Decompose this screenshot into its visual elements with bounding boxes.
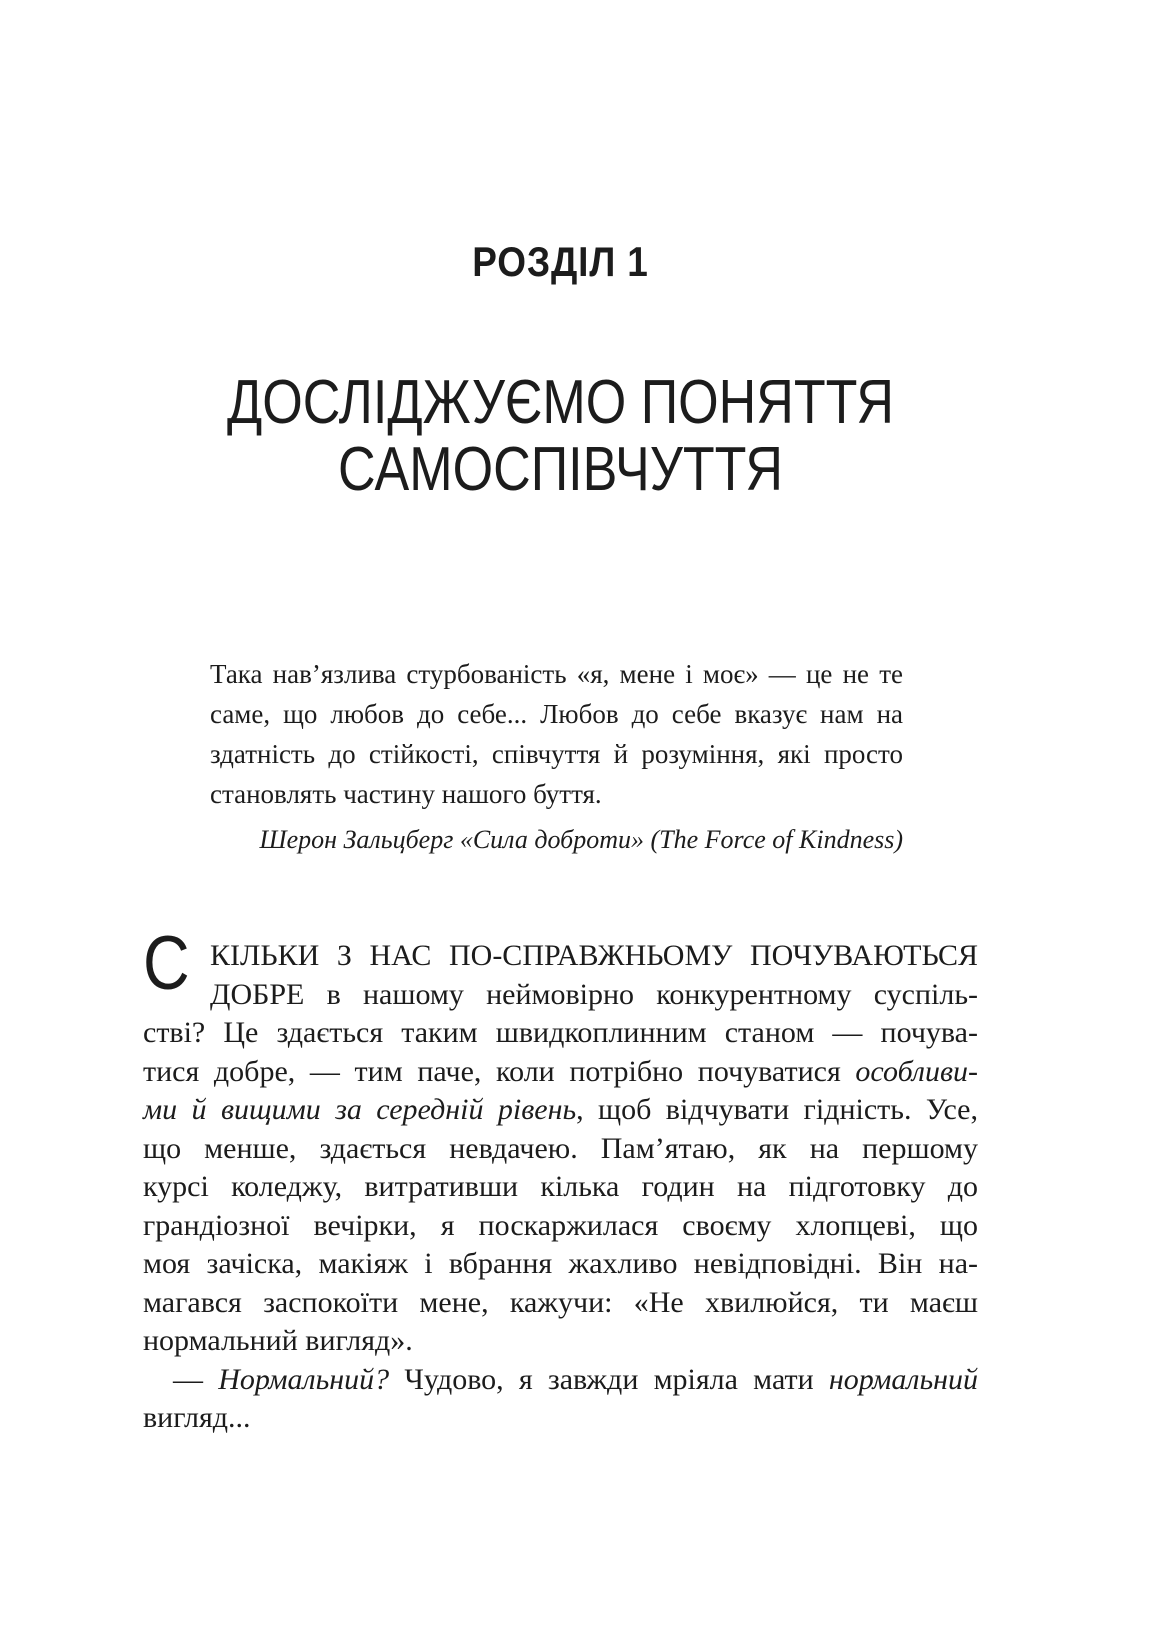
- text-segment: Чудово, я завжди мріяла мати: [389, 1362, 829, 1396]
- body-line: вигляд...: [143, 1401, 251, 1434]
- body-line: курсі коледжу, витративши кілька годин на підготовку до: [143, 1170, 978, 1203]
- epigraph-line: здатність до стійкості, співчуття й розуміння, які просто: [210, 739, 903, 769]
- body-line: [143, 1091, 978, 1130]
- epigraph-line: саме, що любов до себе... Любов до себе вказує нам на: [210, 699, 903, 729]
- text-segment: —: [173, 1362, 219, 1396]
- chapter-title-line-1: ДОСЛІДЖУЄМО ПОНЯТТЯ: [227, 368, 894, 437]
- text-segment: , щоб відчувати гідність. Усе,: [576, 1093, 978, 1126]
- body-line: [143, 1053, 978, 1092]
- epigraph: [210, 654, 903, 814]
- epigraph-line: Така нав’язлива стурбованість «я, мене і моє» — це не те: [210, 659, 903, 689]
- body-line: грандіозної вечірки, я поскаржилася своєму хлопцеві, що: [143, 1208, 978, 1242]
- text-segment-italic: Нормальний?: [218, 1362, 390, 1396]
- text-segment: тися добре, — тим паче, коли потрібно почуватися: [143, 1054, 856, 1088]
- body-line: КІЛЬКИ З НАС ПО-СПРАВЖНЬОМУ ПОЧУВАЮТЬСЯ: [210, 939, 978, 972]
- body-line: магався заспокоїти мене, кажучи: «Не хвилюйся, ти маєш: [143, 1285, 978, 1319]
- drop-cap: [143, 921, 190, 1014]
- epigraph-attribution: Шерон Зальцберг «Сила доброти» (The Force of Kindness): [259, 825, 903, 854]
- body-line: стві? Це здається таким швидкоплинним станом — почува-: [143, 1016, 978, 1049]
- body-line: ДОБРЕ в нашому неймовірно конкурентному суспіль-: [210, 977, 978, 1011]
- body-line: що менше, здається невдачею. Пам’ятаю, як на першому: [143, 1131, 978, 1165]
- drop-cap-letter: С: [143, 921, 190, 1006]
- text-segment-italic: особливи-: [855, 1054, 978, 1088]
- body-line: [143, 1361, 978, 1400]
- body-line: моя зачіска, макіяж і вбрання жахливо невідповідні. Він на-: [143, 1247, 978, 1280]
- body-text: [143, 921, 979, 1438]
- chapter-title: [210, 369, 911, 503]
- chapter-heading: РОЗДІЛ 1: [472, 238, 649, 285]
- body-line: нормальний вигляд».: [143, 1324, 413, 1357]
- text-segment-italic: нормальний: [828, 1362, 979, 1396]
- chapter-title-line-2: САМОСПІВЧУТТЯ: [338, 435, 783, 504]
- epigraph-line: становлять частину нашого буття.: [210, 779, 602, 809]
- text-segment-italic: ми й вищими за середній рівень: [143, 1093, 577, 1126]
- text-column: [143, 0, 978, 1438]
